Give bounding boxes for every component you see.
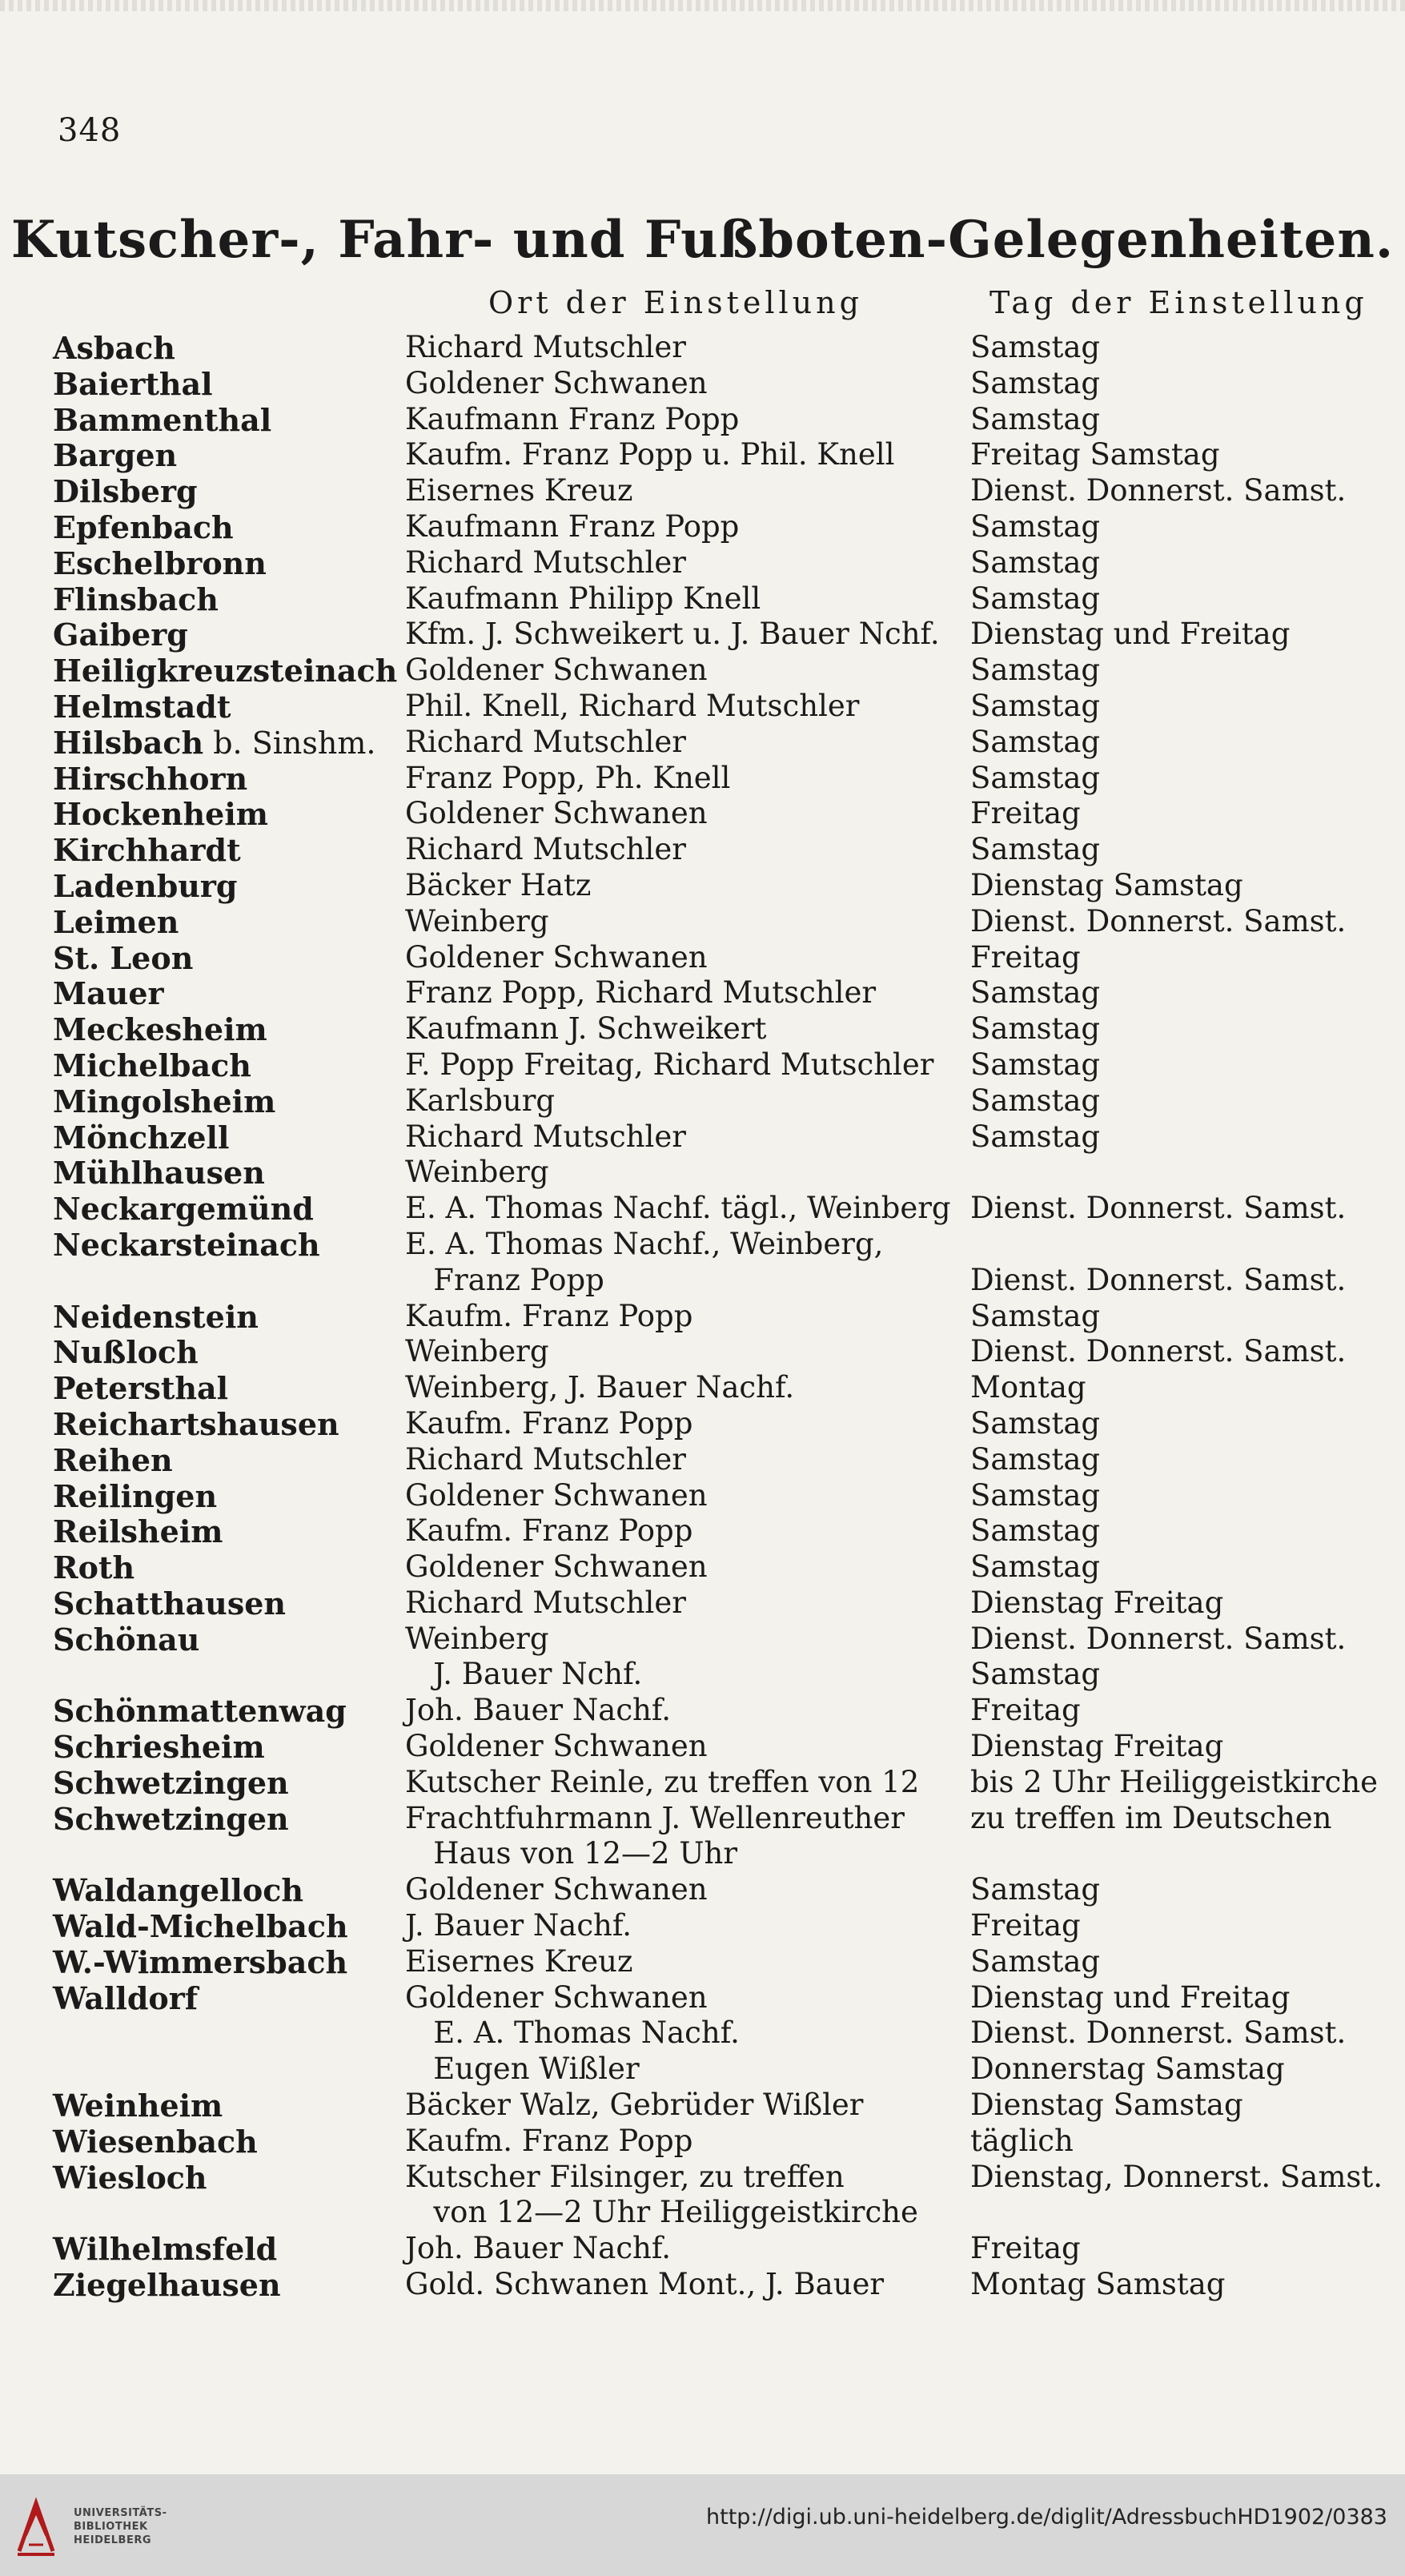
place-of-departure: Richard Mutschler [405, 330, 686, 364]
place-of-departure: Weinberg [405, 903, 549, 938]
place-name [53, 1908, 348, 1944]
list-item [0, 2265, 1405, 2304]
place-name [53, 2267, 281, 2303]
departure-day: Samstag [970, 1047, 1101, 1082]
place-of-departure: Eisernes Kreuz [405, 473, 633, 508]
list-item [0, 830, 1405, 869]
place-of-departure: Kaufm. Franz Popp [405, 1405, 693, 1441]
place-name [53, 761, 247, 797]
place-name-text: Asbach [53, 330, 175, 366]
place-name [53, 2088, 223, 2124]
place-name-text: Walldorf [53, 1979, 199, 2016]
place-name-text: Dilsberg [53, 473, 198, 510]
list-item [0, 1907, 1405, 1943]
place-name-text: Meckesheim [53, 1011, 267, 1048]
place-of-departure: Weinberg, J. Bauer Nachf. [405, 1370, 795, 1405]
list-item [0, 1727, 1405, 1766]
list-item [0, 1441, 1405, 1477]
place-name [53, 581, 219, 617]
place-name-text: Weinheim [53, 2088, 223, 2124]
list-item [0, 1548, 1405, 1584]
departure-day: Dienstag, Donnerst. Samst. [970, 2159, 1383, 2194]
place-name-text: Hilsbach [53, 724, 204, 761]
place-name-text: W.-Wimmersbach [53, 1943, 348, 1980]
place-of-departure: Weinberg [405, 1621, 549, 1656]
list-item [0, 2193, 1405, 2229]
list-item [0, 436, 1405, 472]
list-item [0, 2086, 1405, 2122]
place-name-text: Epfenbach [53, 508, 234, 545]
list-item [0, 902, 1405, 938]
place-name [53, 940, 193, 976]
place-name [53, 2231, 277, 2267]
place-of-departure: Richard Mutschler [405, 724, 686, 759]
place-of-departure: Kutscher Reinle, zu treffen von 12 [405, 1764, 920, 1799]
place-name-suffix: b. Sinshm. [203, 725, 376, 761]
place-of-departure: E. A. Thomas Nachf. [405, 2015, 740, 2051]
place-name-text: Hirschhorn [53, 760, 248, 797]
list-item [0, 1979, 1405, 2015]
departure-day: Samstag [970, 1872, 1101, 1907]
departure-day: Samstag [970, 1119, 1101, 1154]
departure-day: Dienst. Donnerst. Samst. [970, 2015, 1347, 2051]
list-item [0, 1763, 1405, 1799]
place-name-text: Mönchzell [53, 1119, 230, 1155]
place-name [53, 1047, 251, 1083]
library-logo-icon [14, 2495, 58, 2559]
place-name [53, 2160, 207, 2196]
place-of-departure: Phil. Knell, Richard Mutschler [405, 688, 860, 723]
departure-day: Samstag [970, 1549, 1101, 1585]
list-item [0, 687, 1405, 723]
place-name-text: Reilsheim [53, 1513, 223, 1550]
place-name [53, 509, 234, 545]
place-name [53, 725, 375, 761]
departure-day: Donnerstag Samstag [970, 2052, 1285, 2087]
list-item [0, 328, 1405, 364]
place-name-text: Schwetzingen [53, 1764, 289, 1801]
list-item [0, 2158, 1405, 2194]
place-name-text: Reilingen [53, 1477, 218, 1514]
list-item [0, 2014, 1405, 2050]
place-name [53, 1980, 198, 2016]
departure-day: Freitag Samstag [970, 437, 1220, 472]
departure-day: Montag Samstag [970, 2267, 1226, 2302]
departure-day: Samstag [970, 975, 1101, 1011]
place-of-departure: Goldener Schwanen [405, 1729, 708, 1764]
place-of-departure: Goldener Schwanen [405, 1979, 708, 2015]
place-of-departure: Kaufm. Franz Popp [405, 1513, 693, 1549]
place-name [53, 1513, 223, 1549]
departure-day: Samstag [970, 545, 1101, 580]
place-of-departure: Kaufm. Franz Popp [405, 1298, 693, 1333]
departure-day: Samstag [970, 1298, 1101, 1333]
place-name-text: Reichartshausen [53, 1405, 339, 1442]
place-name [53, 975, 164, 1011]
departure-day: Dienst. Donnerst. Samst. [970, 903, 1347, 938]
place-of-departure: J. Bauer Nachf. [405, 1908, 632, 1943]
place-name-text: Leimen [53, 903, 179, 940]
place-of-departure: Richard Mutschler [405, 1441, 686, 1477]
page-number: 348 [58, 112, 122, 149]
entry-list [0, 328, 1405, 2362]
list-item [0, 1655, 1405, 1691]
list-item [0, 1835, 1405, 1871]
place-name [53, 1011, 267, 1047]
list-item [0, 2050, 1405, 2086]
departure-day: Samstag [970, 330, 1101, 364]
place-of-departure: Franz Popp [405, 1262, 604, 1297]
place-of-departure: Joh. Bauer Nachf. [405, 2231, 672, 2266]
place-name [53, 473, 198, 509]
place-name-text: Nußloch [53, 1334, 199, 1371]
place-name-text: Roth [53, 1549, 135, 1586]
place-of-departure: Richard Mutschler [405, 545, 686, 580]
place-name [53, 1406, 339, 1442]
place-name [53, 653, 397, 689]
departure-day: Dienst. Donnerst. Samst. [970, 473, 1347, 508]
departure-day: bis 2 Uhr Heiliggeistkirche [970, 1764, 1379, 1799]
place-name-text: Helmstadt [53, 688, 231, 725]
place-name [53, 1299, 259, 1335]
departure-day: Samstag [970, 1405, 1101, 1441]
place-name-text: Schwetzingen [53, 1800, 289, 1837]
departure-day: Samstag [970, 1513, 1101, 1549]
departure-day: Dienst. Donnerst. Samst. [970, 1262, 1347, 1297]
list-item [0, 1477, 1405, 1513]
place-name [53, 617, 188, 653]
departure-day: Samstag [970, 724, 1101, 759]
list-item [0, 1046, 1405, 1082]
list-item [0, 759, 1405, 795]
place-name [53, 1765, 289, 1801]
place-name [53, 1083, 275, 1119]
place-name-text: Wald-Michelbach [53, 1908, 348, 1945]
place-of-departure: Weinberg [405, 1155, 549, 1190]
place-name [53, 1585, 286, 1622]
departure-day: Samstag [970, 688, 1101, 723]
place-name-text: Bargen [53, 437, 178, 474]
place-of-departure: Kaufmann J. Schweikert [405, 1011, 767, 1047]
departure-day: Samstag [970, 653, 1101, 688]
departure-day: Dienst. Donnerst. Samst. [970, 1621, 1347, 1656]
place-name-text: Schönmattenwag [53, 1693, 347, 1730]
list-item [0, 974, 1405, 1010]
list-item [0, 723, 1405, 759]
list-item [0, 651, 1405, 687]
departure-day: Samstag [970, 581, 1101, 616]
place-of-departure: Franz Popp, Richard Mutschler [405, 975, 877, 1011]
place-of-departure: Frachtfuhrmann J. Wellenreuther [405, 1800, 905, 1835]
place-name-text: Wiesenbach [53, 2123, 258, 2160]
list-item [0, 1261, 1405, 1297]
departure-day: Samstag [970, 832, 1101, 867]
place-of-departure: Haus von 12—2 Uhr [405, 1836, 738, 1871]
place-of-departure: Kaufm. Franz Popp [405, 2123, 693, 2158]
place-name [53, 1549, 134, 1585]
place-of-departure: Goldener Schwanen [405, 1872, 708, 1907]
place-of-departure: Kaufmann Franz Popp [405, 508, 740, 544]
departure-day: Dienstag Samstag [970, 867, 1243, 902]
list-item [0, 1405, 1405, 1441]
departure-day: Samstag [970, 365, 1101, 400]
place-name-text: Baierthal [53, 365, 213, 402]
place-name-text: Reihen [53, 1441, 173, 1478]
departure-day: Samstag [970, 1083, 1101, 1118]
place-name [53, 402, 271, 438]
departure-day: Samstag [970, 1657, 1101, 1692]
departure-day: Freitag [970, 796, 1081, 831]
departure-day: zu treffen im Deutschen [970, 1800, 1332, 1835]
place-name [53, 1442, 173, 1478]
place-name [53, 1693, 347, 1729]
logo-line: UNIVERSITÄTS- [74, 2507, 167, 2519]
place-of-departure: Goldener Schwanen [405, 653, 708, 688]
place-name-text: Waldangelloch [53, 1872, 303, 1909]
place-of-departure: Weinberg [405, 1334, 549, 1369]
place-of-departure: Gold. Schwanen Mont., J. Bauer [405, 2267, 885, 2302]
place-of-departure: Goldener Schwanen [405, 939, 708, 975]
place-of-departure: E. A. Thomas Nachf., Weinberg, [405, 1226, 884, 1261]
departure-day: Samstag [970, 1011, 1101, 1047]
place-name [53, 1622, 199, 1658]
departure-day: Dienstag Freitag [970, 1729, 1224, 1764]
place-name [53, 796, 268, 832]
departure-day: Samstag [970, 760, 1101, 795]
place-name-text: Michelbach [53, 1047, 251, 1083]
library-logo-text [74, 2506, 202, 2547]
list-item [0, 1010, 1405, 1046]
place-of-departure: Eisernes Kreuz [405, 1943, 633, 1979]
place-name-text: Bammenthal [53, 401, 272, 438]
list-item [0, 2122, 1405, 2158]
place-name-text: Wiesloch [53, 2159, 207, 2196]
place-name-text: Hockenheim [53, 796, 268, 833]
place-name-text: Neckarsteinach [53, 1226, 320, 1263]
scan-top-edge [0, 0, 1405, 11]
list-item [0, 1943, 1405, 1979]
place-name-text: Mühlhausen [53, 1155, 265, 1192]
source-url-link[interactable]: http://digi.ub.uni-heidelberg.de/diglit/AdressbuchHD1902/0383 [706, 2505, 1387, 2530]
place-of-departure: E. A. Thomas Nachf. tägl., Weinberg [405, 1191, 951, 1226]
list-item [0, 1189, 1405, 1228]
place-name [53, 868, 238, 904]
place-name [53, 1944, 347, 1980]
place-name-text: Schönau [53, 1621, 200, 1658]
departure-day: Dienst. Donnerst. Samst. [970, 1191, 1347, 1226]
place-of-departure: Kaufmann Philipp Knell [405, 581, 761, 616]
place-of-departure: F. Popp Freitag, Richard Mutschler [405, 1047, 934, 1082]
place-name-text: Gaiberg [53, 617, 188, 653]
place-of-departure: Richard Mutschler [405, 1119, 686, 1154]
place-name [53, 1334, 199, 1370]
column-headers [0, 285, 1405, 322]
place-of-departure: Bäcker Walz, Gebrüder Wißler [405, 2088, 864, 2123]
place-name [53, 1729, 265, 1765]
list-item [0, 1082, 1405, 1118]
departure-day: Samstag [970, 401, 1101, 436]
list-item [0, 472, 1405, 508]
place-of-departure: Kutscher Filsinger, zu treffen [405, 2159, 845, 2194]
place-name [53, 1191, 314, 1227]
place-of-departure: Bäcker Hatz [405, 867, 592, 902]
place-of-departure: Joh. Bauer Nachf. [405, 1693, 672, 1728]
list-item [0, 1799, 1405, 1835]
place-of-departure: Richard Mutschler [405, 1585, 686, 1620]
list-item [0, 1691, 1405, 1730]
place-name-text: Flinsbach [53, 581, 219, 617]
logo-line: BIBLIOTHEK [74, 2521, 148, 2533]
place-of-departure: Goldener Schwanen [405, 1549, 708, 1585]
list-item [0, 580, 1405, 616]
place-name [53, 1119, 229, 1155]
place-name [53, 545, 267, 581]
list-item [0, 2229, 1405, 2268]
footer-bar [0, 2474, 1405, 2576]
place-of-departure: Goldener Schwanen [405, 365, 708, 400]
place-name-text: Ladenburg [53, 867, 238, 904]
list-item [0, 1225, 1405, 1261]
place-name-text: Kirchhardt [53, 832, 241, 869]
list-item [0, 794, 1405, 833]
departure-day: Samstag [970, 1441, 1101, 1477]
place-name [53, 366, 213, 402]
place-of-departure: Goldener Schwanen [405, 796, 708, 831]
place-name [53, 2124, 258, 2160]
departure-day: Samstag [970, 508, 1101, 544]
list-item [0, 1368, 1405, 1405]
list-item [0, 938, 1405, 975]
departure-day: Freitag [970, 1908, 1081, 1943]
place-of-departure: Kfm. J. Schweikert u. J. Bauer Nchf. [405, 617, 940, 652]
place-of-departure: von 12—2 Uhr Heiliggeistkirche [405, 2195, 918, 2230]
list-item [0, 1297, 1405, 1333]
place-name-text: St. Leon [53, 939, 194, 976]
place-name [53, 1801, 289, 1837]
departure-day: Dienstag Freitag [970, 1585, 1224, 1620]
list-item [0, 400, 1405, 436]
place-of-departure: Eugen Wißler [405, 2052, 640, 2087]
column-header-day: Tag der Einstellung [990, 285, 1368, 320]
place-name-text: Mingolsheim [53, 1083, 276, 1119]
place-name-text: Schatthausen [53, 1585, 287, 1622]
departure-day: Montag [970, 1370, 1086, 1405]
place-name-text: Wilhelmsfeld [53, 2231, 278, 2268]
place-name-text: Heiligkreuzsteinach [53, 653, 398, 689]
place-of-departure: Kaufmann Franz Popp [405, 401, 740, 436]
place-name-text: Schriesheim [53, 1729, 265, 1766]
place-of-departure: Richard Mutschler [405, 832, 686, 867]
place-name [53, 689, 231, 725]
departure-day: Dienstag und Freitag [970, 1979, 1291, 2015]
place-name [53, 1872, 303, 1908]
list-item [0, 544, 1405, 580]
list-item [0, 508, 1405, 544]
list-item [0, 1512, 1405, 1548]
departure-day: Dienstag Samstag [970, 2088, 1243, 2123]
logo-line: HEIDELBERG [74, 2534, 152, 2546]
list-item [0, 1118, 1405, 1154]
list-item [0, 364, 1405, 400]
list-item [0, 1620, 1405, 1656]
place-name [53, 437, 177, 473]
place-name-text: Petersthal [53, 1370, 229, 1407]
column-header-place: Ort der Einstellung [488, 285, 863, 320]
departure-day: Freitag [970, 939, 1081, 975]
place-name-text: Ziegelhausen [53, 2267, 281, 2304]
place-name [53, 1370, 228, 1406]
list-item [0, 1871, 1405, 1907]
list-item [0, 866, 1405, 902]
departure-day: Dienstag und Freitag [970, 617, 1291, 652]
place-name-text: Eschelbronn [53, 545, 267, 581]
list-item [0, 1584, 1405, 1620]
departure-day: Samstag [970, 1477, 1101, 1513]
place-name-text: Neckargemünd [53, 1191, 314, 1228]
place-name [53, 832, 241, 868]
departure-day: Samstag [970, 1943, 1101, 1979]
place-of-departure: Goldener Schwanen [405, 1477, 708, 1513]
place-name [53, 330, 175, 366]
departure-day: Freitag [970, 1693, 1081, 1728]
list-item [0, 615, 1405, 651]
place-of-departure: J. Bauer Nchf. [405, 1657, 643, 1692]
page-title: Kutscher-, Fahr- und Fußboten-Gelegenheiten. [10, 210, 1395, 270]
list-item [0, 1153, 1405, 1192]
place-name [53, 1478, 217, 1514]
place-name-text: Neidenstein [53, 1298, 259, 1335]
place-name [53, 1227, 320, 1263]
place-of-departure: Kaufm. Franz Popp u. Phil. Knell [405, 437, 895, 472]
departure-day: täglich [970, 2123, 1074, 2158]
place-name-text: Mauer [53, 975, 164, 1012]
place-of-departure: Karlsburg [405, 1083, 556, 1118]
departure-day: Dienst. Donnerst. Samst. [970, 1334, 1347, 1369]
departure-day: Freitag [970, 2231, 1081, 2266]
place-name [53, 904, 179, 940]
place-name [53, 1155, 265, 1191]
place-of-departure: Franz Popp, Ph. Knell [405, 760, 731, 795]
list-item [0, 1332, 1405, 1371]
